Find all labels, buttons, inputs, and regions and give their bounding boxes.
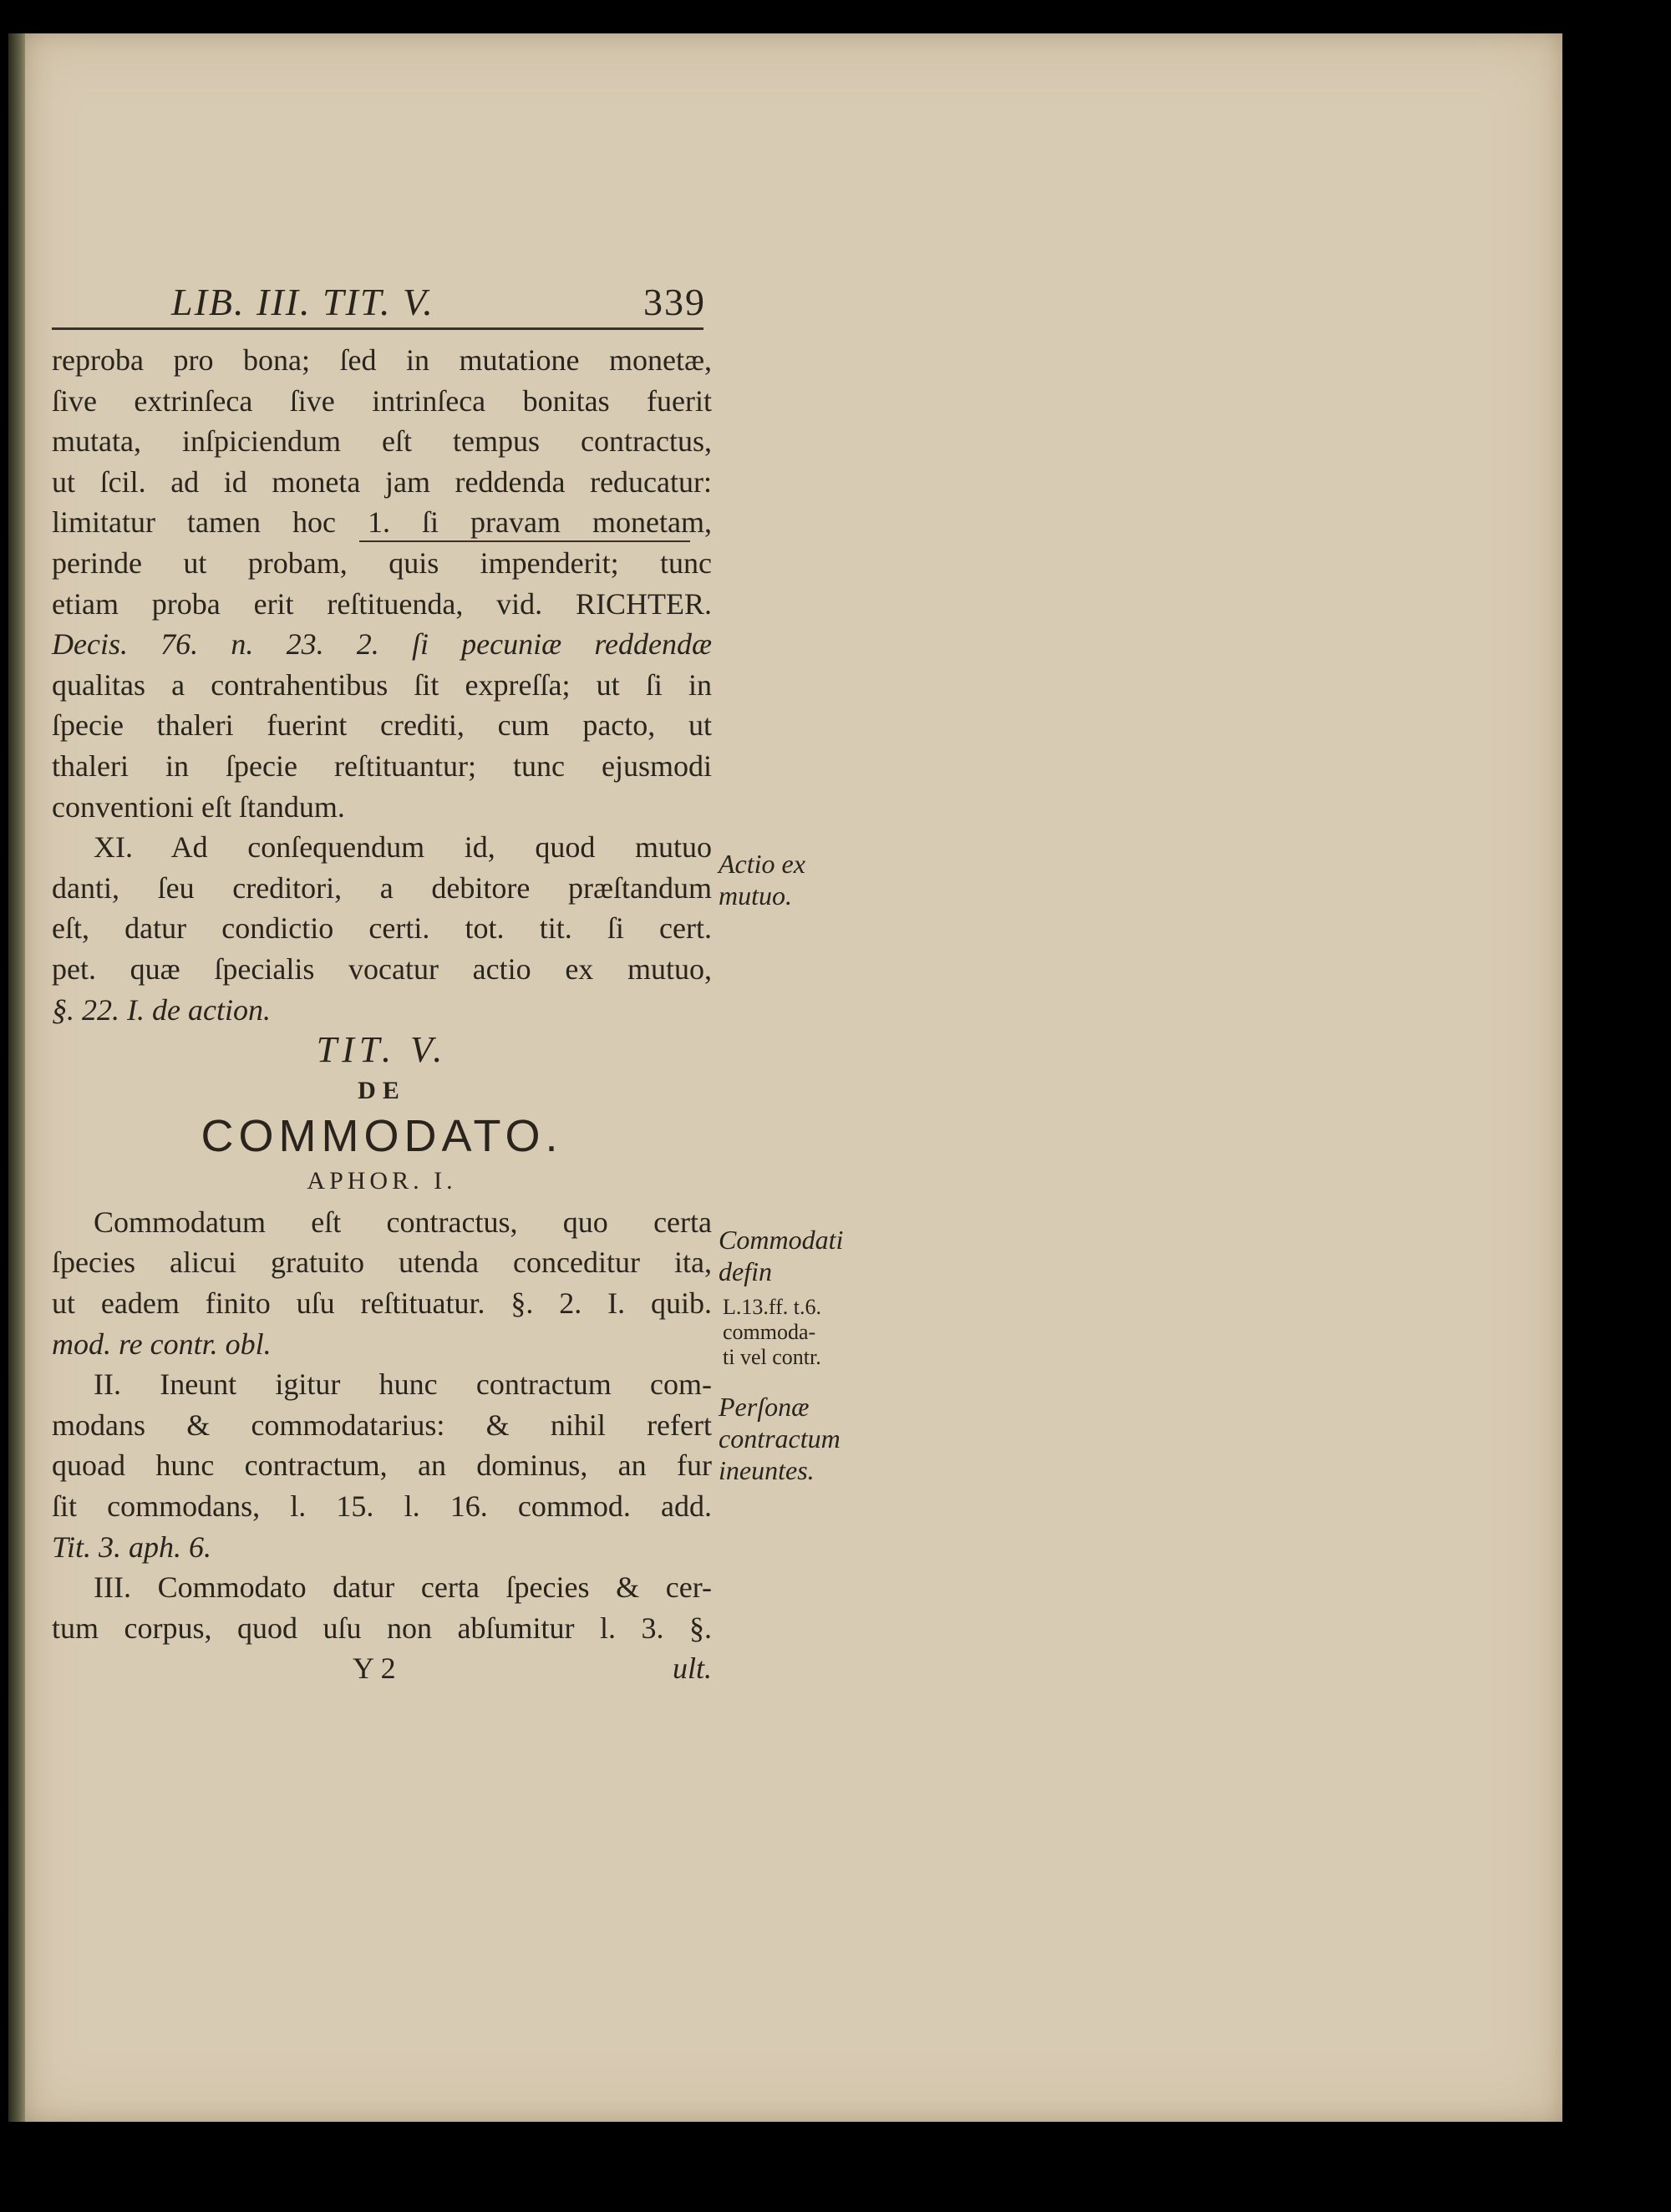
- running-head-title: LIB. III. TIT. V.: [171, 281, 434, 323]
- margin-note-personae: Perſonæ contractum ineuntes.: [719, 1392, 841, 1485]
- header-rule: [52, 327, 703, 330]
- signature-line: [52, 1648, 712, 1689]
- text-line: ſit commodans, l. 15. l. 16. commod. add.: [52, 1489, 712, 1524]
- signature-mark: Y 2: [353, 1651, 396, 1686]
- margin-note-citation: L.13.ff. t.6. commoda- ti vel contr.: [723, 1295, 821, 1369]
- text-line: qualitas a contrahentibus ſit expreſſa; ut ſi in: [52, 667, 712, 702]
- body-text: [52, 340, 712, 1689]
- text-line: III. Commodato datur certa ſpecies & cer-: [94, 1570, 712, 1605]
- text-line: II. Ineunt igitur hunc contractum com-: [94, 1367, 712, 1402]
- text-line: modans & commodatarius: & nihil refert: [52, 1408, 712, 1442]
- text-line: perinde ut probam, quis impenderit; tunc: [52, 545, 712, 580]
- section-de: DE: [358, 1076, 406, 1104]
- text-line: ſpecies alicui gratuito utenda conceditur ita,: [52, 1246, 712, 1280]
- text-line: ut eadem finito uſu reſtituatur. §. 2. I. quib.: [52, 1286, 712, 1321]
- running-head: [171, 280, 706, 322]
- text-line: ut ſcil. ad id moneta jam reddenda reducatur:: [52, 464, 712, 499]
- section-tit: TIT. V.: [316, 1029, 448, 1071]
- text-line: ſive extrinſeca ſive intrinſeca bonitas fuerit: [52, 383, 712, 418]
- text-line: thaleri in ſpecie reſtituantur; tunc ejusmodi: [52, 748, 712, 783]
- text-line: mutata, inſpiciendum eſt tempus contractus,: [52, 424, 712, 459]
- manuscript-underline: [359, 540, 690, 542]
- text-line: eſt, datur condictio certi. tot. tit. ſi cert.: [52, 911, 712, 946]
- page-binding-edge: [8, 33, 25, 2122]
- text-line: etiam proba erit reſtituenda, vid. RICHTER.: [52, 586, 712, 621]
- text-line: XI. Ad conſequendum id, quod mutuo: [94, 830, 712, 865]
- text-line: danti, ſeu creditori, a debitore præſtandum: [52, 870, 712, 905]
- text-line: Tit. 3. aph. 6.: [52, 1530, 212, 1564]
- text-line: ſpecie thaleri fuerint crediti, cum pacto, ut: [52, 708, 712, 743]
- text-line: quoad hunc contractum, an dominus, an fur: [52, 1448, 712, 1483]
- section-title: COMMODATO.: [201, 1111, 563, 1162]
- text-line: tum corpus, quod uſu non abſumitur l. 3. §.: [52, 1611, 712, 1645]
- text-line: limitatur tamen hoc 1. ſi pravam monetam,: [52, 505, 712, 540]
- book-page: [8, 33, 1562, 2122]
- text-line: mod. re contr. obl.: [52, 1327, 272, 1361]
- margin-note-commodati: Commodati defin: [719, 1225, 844, 1286]
- page-number: 339: [643, 281, 706, 323]
- margin-note-actio: Actio ex mutuo.: [719, 849, 805, 911]
- text-line: §. 22. I. de action.: [52, 992, 271, 1027]
- text-line: pet. quæ ſpecialis vocatur actio ex mutuo,: [52, 951, 712, 986]
- text-line: Decis. 76. n. 23. 2. ſi pecuniæ reddendæ: [52, 627, 712, 662]
- text-line: reproba pro bona; ſed in mutatione monetæ,: [52, 343, 712, 377]
- aphorism-heading: APHOR. I.: [307, 1167, 457, 1195]
- text-line: conventioni eſt ſtandum.: [52, 789, 345, 824]
- catchword: ult.: [672, 1651, 712, 1686]
- text-line: Commodatum eſt contractus, quo certa: [94, 1205, 712, 1239]
